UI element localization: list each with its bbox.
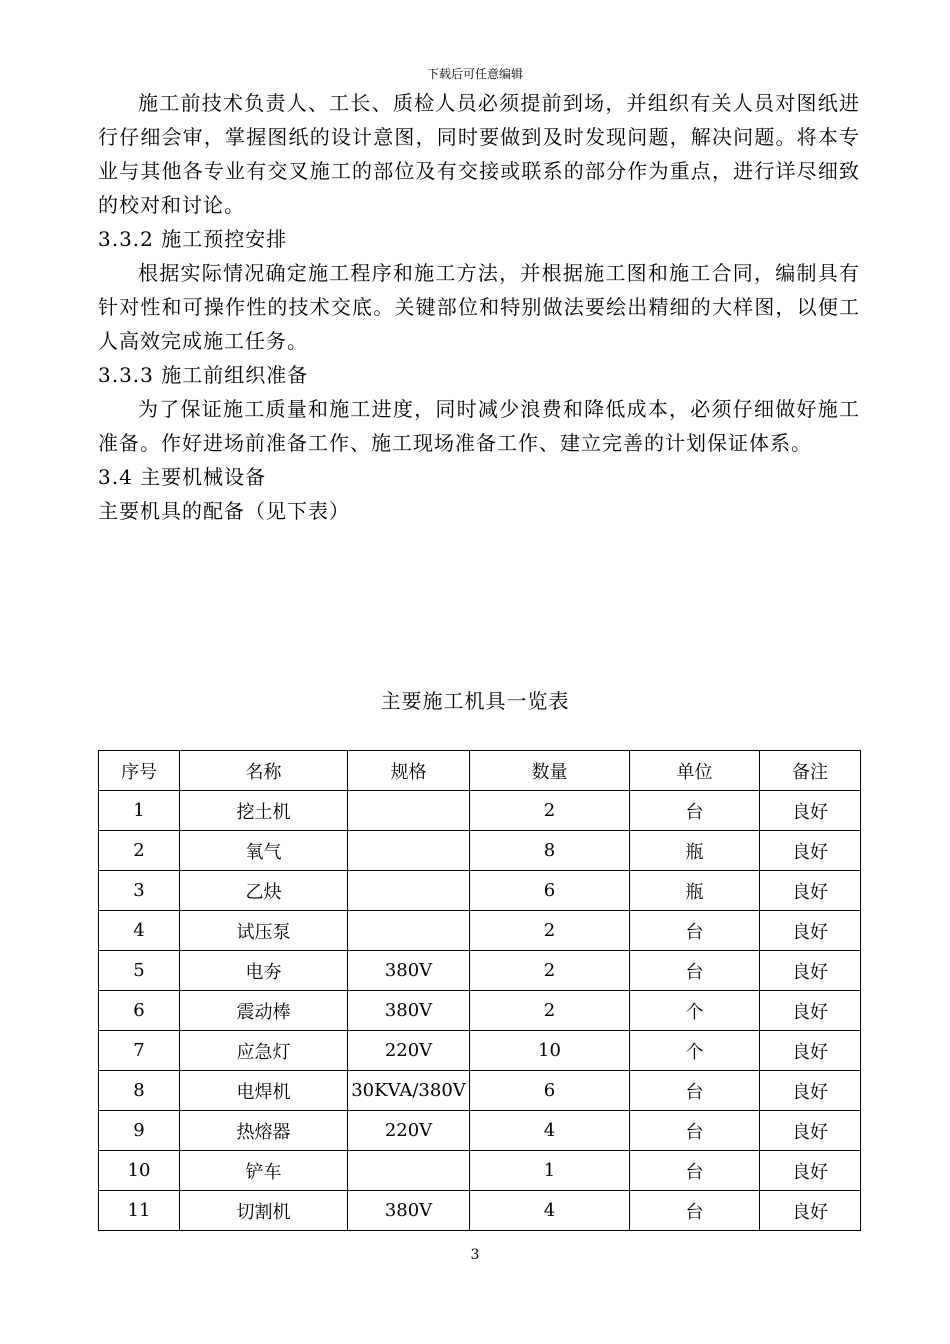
cell-index: 11	[99, 1191, 180, 1231]
cell-unit: 台	[630, 1191, 760, 1231]
cell-spec: 380V	[348, 1191, 470, 1231]
cell-remark: 良好	[760, 1151, 861, 1191]
cell-quantity: 6	[470, 871, 630, 911]
cell-unit: 个	[630, 1031, 760, 1071]
cell-name: 电夯	[180, 951, 348, 991]
table-row	[99, 1191, 861, 1231]
paragraph-preparation: 为了保证施工质量和施工进度，同时减少浪费和降低成本，必须仔细做好施工准备。作好进场前准备工作、施工现场准备工作、建立完善的计划保证体系。	[98, 397, 860, 455]
cell-spec	[348, 831, 470, 871]
cell-spec: 380V	[348, 991, 470, 1031]
heading-3-3-2: 3.3.2 施工预控安排	[98, 227, 288, 251]
cell-unit: 瓶	[630, 831, 760, 871]
table-title: 主要施工机具一览表	[380, 689, 570, 713]
cell-spec	[348, 1151, 470, 1191]
cell-remark: 良好	[760, 1031, 861, 1071]
table-row	[99, 1031, 861, 1071]
paragraph-equipment-intro: 主要机具的配备（见下表）	[98, 499, 350, 523]
cell-index: 7	[99, 1031, 180, 1071]
table-row	[99, 1111, 861, 1151]
table-row	[99, 871, 861, 911]
cell-quantity: 4	[470, 1191, 630, 1231]
paragraph-pre-control: 根据实际情况确定施工程序和施工方法，并根据施工图和施工合同，编制具有针对性和可操作性的技术交底。关键部位和特别做法要绘出精细的大样图，以便工人高效完成施工任务。	[98, 261, 860, 353]
header-index: 序号	[99, 751, 180, 791]
cell-unit: 台	[630, 911, 760, 951]
cell-spec	[348, 871, 470, 911]
cell-quantity: 6	[470, 1071, 630, 1111]
cell-unit: 台	[630, 1111, 760, 1151]
cell-index: 8	[99, 1071, 180, 1111]
cell-remark: 良好	[760, 791, 861, 831]
cell-quantity: 2	[470, 911, 630, 951]
cell-quantity: 2	[470, 991, 630, 1031]
header-note: 下载后可任意编辑	[426, 67, 523, 81]
cell-index: 6	[99, 991, 180, 1031]
cell-index: 9	[99, 1111, 180, 1151]
heading-3-4: 3.4 主要机械设备	[98, 465, 267, 489]
cell-name: 应急灯	[180, 1031, 348, 1071]
table-row	[99, 991, 861, 1031]
cell-remark: 良好	[760, 871, 861, 911]
cell-index: 10	[99, 1151, 180, 1191]
cell-quantity: 1	[470, 1151, 630, 1191]
cell-unit: 台	[630, 1071, 760, 1111]
header-unit: 单位	[630, 751, 760, 791]
heading-3-3-3: 3.3.3 施工前组织准备	[98, 363, 309, 387]
cell-spec: 30KVA/380V	[348, 1071, 470, 1111]
cell-unit: 台	[630, 791, 760, 831]
cell-name: 试压泵	[180, 911, 348, 951]
cell-index: 3	[99, 871, 180, 911]
cell-name: 挖土机	[180, 791, 348, 831]
table-row	[99, 911, 861, 951]
cell-index: 4	[99, 911, 180, 951]
cell-name: 热熔器	[180, 1111, 348, 1151]
cell-quantity: 2	[470, 791, 630, 831]
cell-remark: 良好	[760, 831, 861, 871]
cell-spec: 380V	[348, 951, 470, 991]
table-row	[99, 951, 861, 991]
cell-quantity: 4	[470, 1111, 630, 1151]
page-number: 3	[470, 1247, 480, 1263]
cell-quantity: 10	[470, 1031, 630, 1071]
cell-remark: 良好	[760, 1191, 861, 1231]
cell-spec	[348, 791, 470, 831]
cell-remark: 良好	[760, 951, 861, 991]
cell-index: 1	[99, 791, 180, 831]
cell-index: 2	[99, 831, 180, 871]
cell-name: 乙炔	[180, 871, 348, 911]
table-row	[99, 831, 861, 871]
cell-unit: 台	[630, 1151, 760, 1191]
table-row	[99, 1071, 861, 1111]
table-row	[99, 791, 861, 831]
table-header-row	[99, 751, 861, 791]
cell-spec	[348, 911, 470, 951]
cell-quantity: 2	[470, 951, 630, 991]
cell-index: 5	[99, 951, 180, 991]
cell-remark: 良好	[760, 911, 861, 951]
header-spec: 规格	[348, 751, 470, 791]
header-quantity: 数量	[470, 751, 630, 791]
cell-spec: 220V	[348, 1031, 470, 1071]
paragraph-pre-construction-review: 施工前技术负责人、工长、质检人员必须提前到场，并组织有关人员对图纸进行仔细会审，掌握图纸的设计意图，同时要做到及时发现问题，解决问题。将本专业与其他各专业有交叉施工的部位及有交接或联系的部分作为重点，进行详尽细致的校对和讨论。	[98, 91, 860, 217]
cell-remark: 良好	[760, 1071, 861, 1111]
cell-remark: 良好	[760, 991, 861, 1031]
cell-name: 电焊机	[180, 1071, 348, 1111]
table-row	[99, 1151, 861, 1191]
cell-spec: 220V	[348, 1111, 470, 1151]
cell-name: 铲车	[180, 1151, 348, 1191]
cell-unit: 个	[630, 991, 760, 1031]
equipment-table	[98, 750, 861, 1231]
header-remark: 备注	[760, 751, 861, 791]
cell-name: 震动棒	[180, 991, 348, 1031]
cell-unit: 瓶	[630, 871, 760, 911]
cell-name: 切割机	[180, 1191, 348, 1231]
header-name: 名称	[180, 751, 348, 791]
cell-unit: 台	[630, 951, 760, 991]
cell-remark: 良好	[760, 1111, 861, 1151]
cell-quantity: 8	[470, 831, 630, 871]
cell-name: 氧气	[180, 831, 348, 871]
document-body	[98, 86, 860, 528]
